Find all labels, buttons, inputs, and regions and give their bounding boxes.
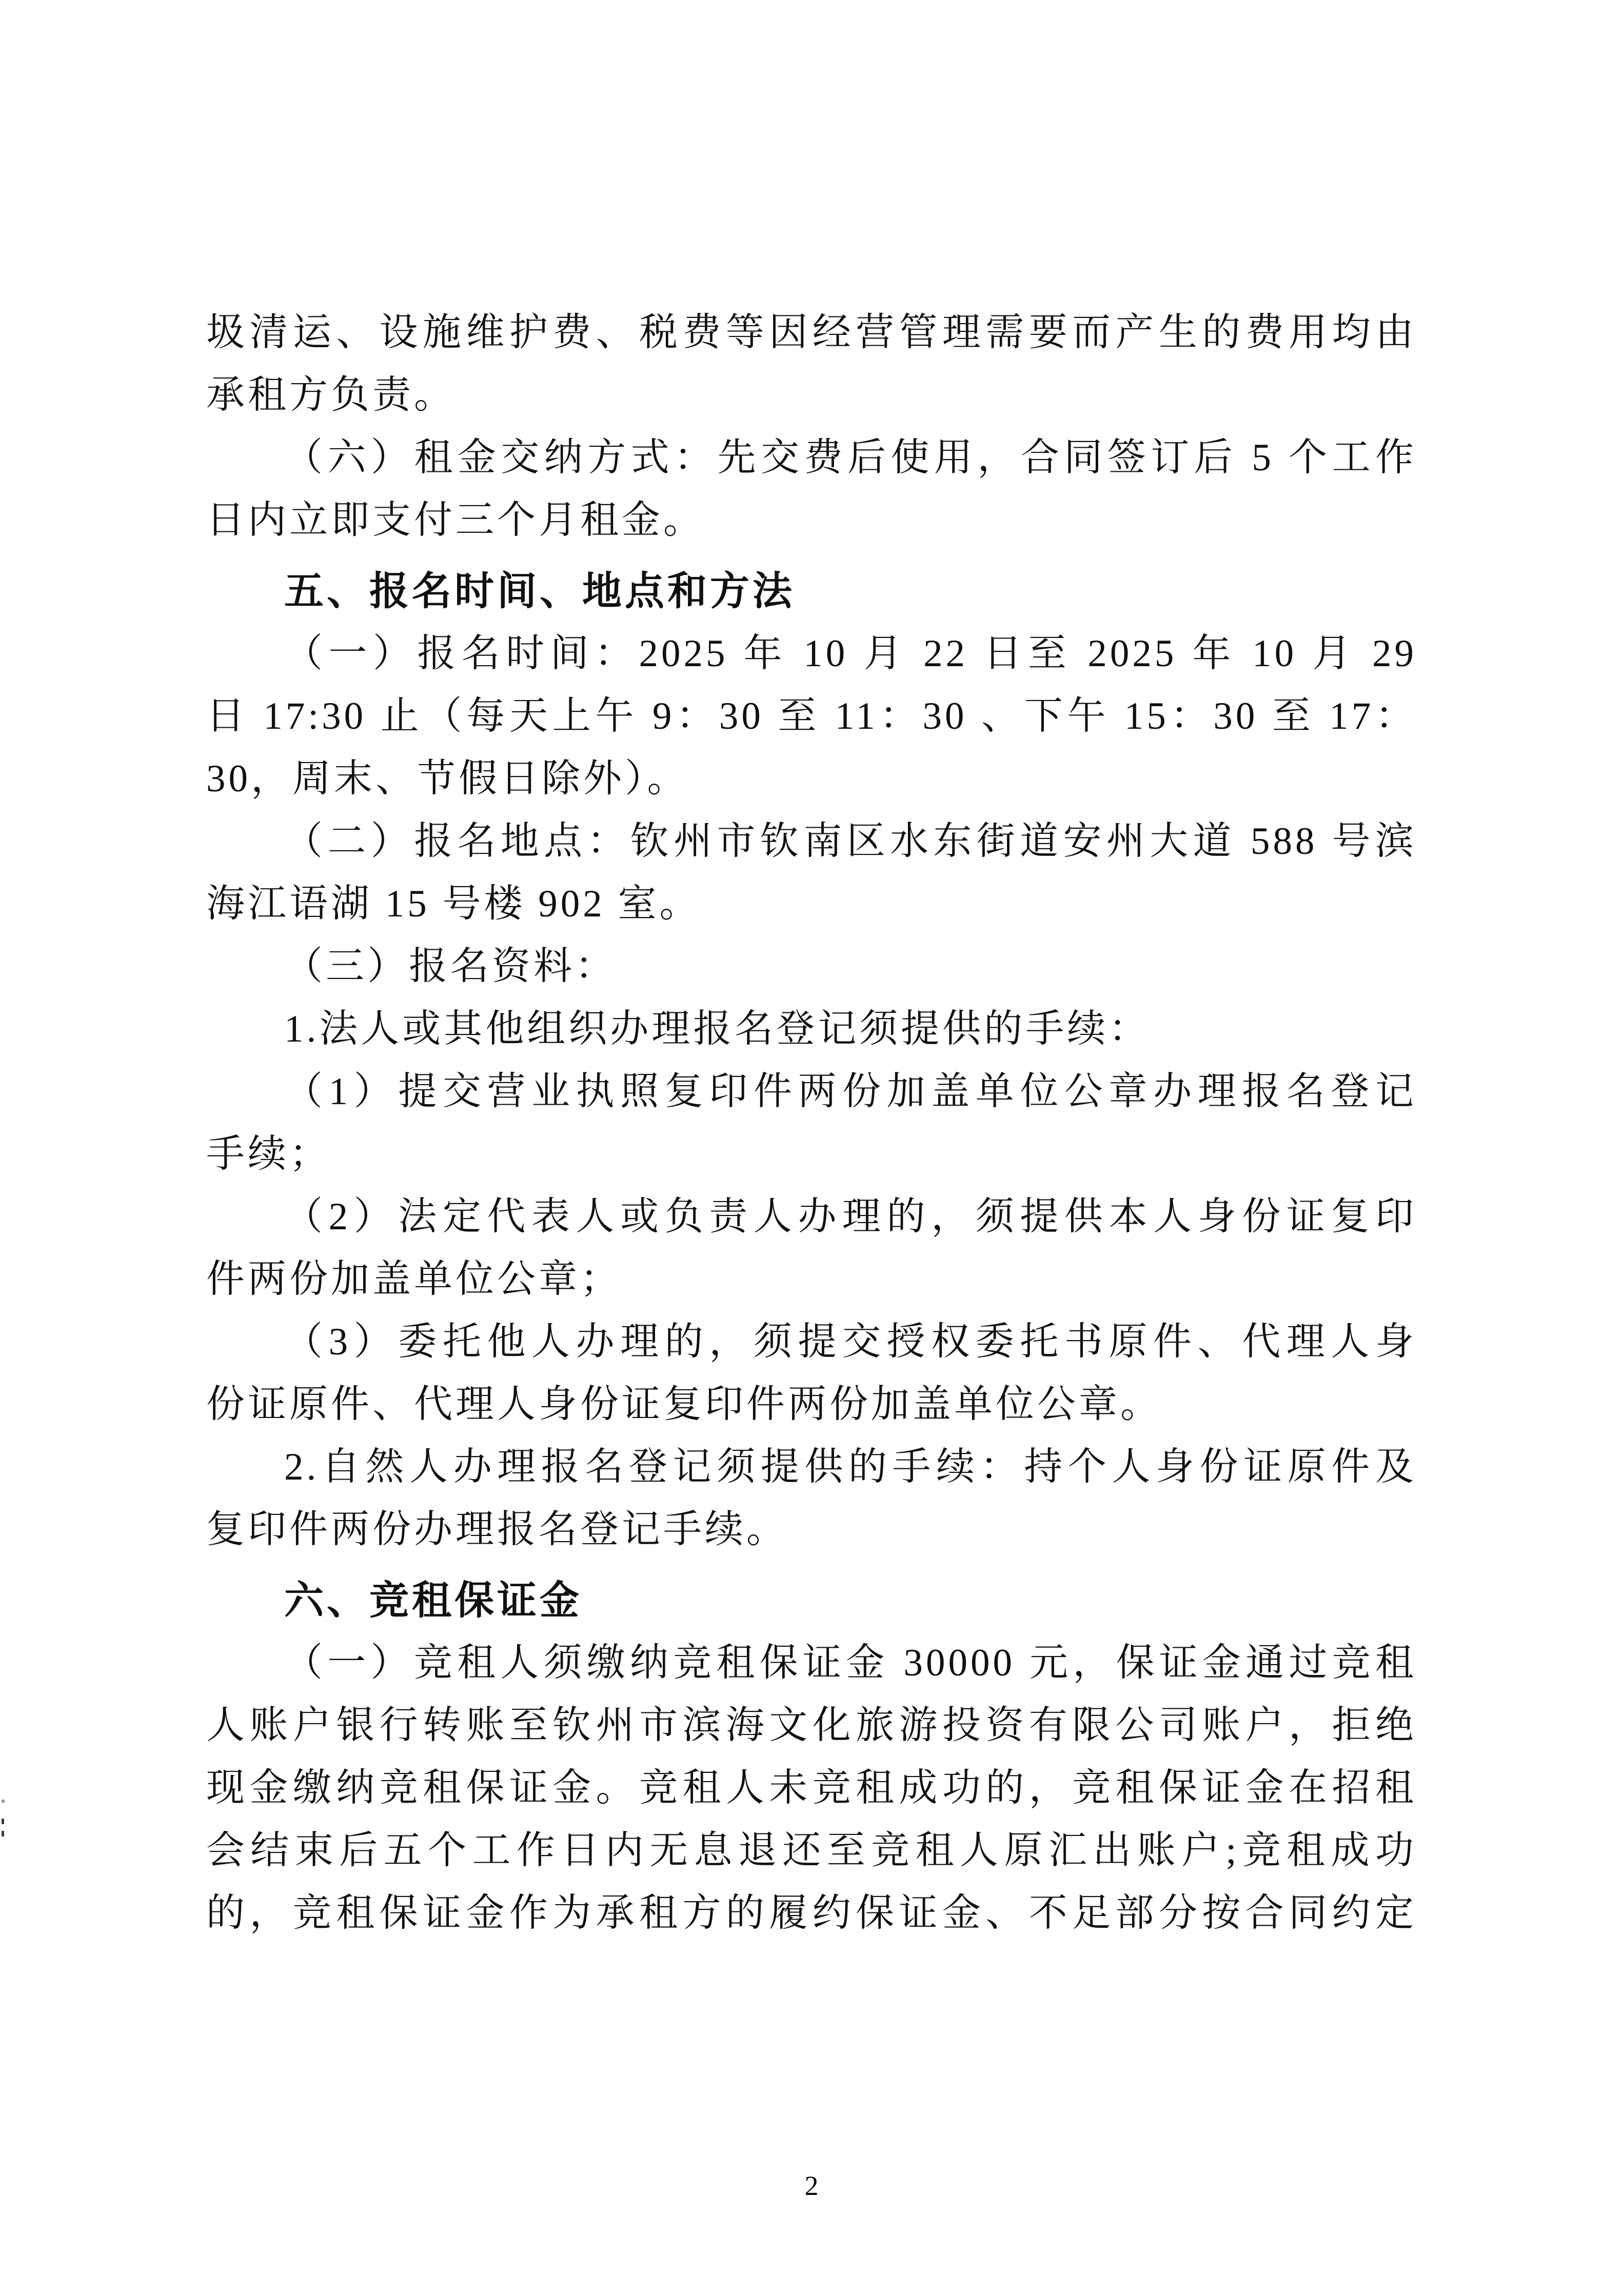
doc-line: （三）报名资料： [284,945,617,988]
doc-line: 现金缴纳竞租保证金。竞租人未竞租成功的，竞租保证金在招租 [206,1767,1417,1809]
doc-line: （3）委托他人办理的，须提交授权委托书原件、代理人身 [284,1321,1417,1363]
doc-line: 手续； [206,1133,331,1175]
doc-line: 圾清运、设施维护费、税费等因经营管理需要而产生的费用均由 [206,311,1417,354]
heading-line: 六、竞租保证金 [284,1579,582,1623]
doc-line: 人账户银行转账至钦州市滨海文化旅游投资有限公司账户，拒绝 [206,1704,1417,1747]
scan-speck [2,1831,4,1836]
doc-line: （一）报名时间：2025 年 10 月 22 日至 2025 年 10 月 29 [284,632,1417,675]
page-number: 2 [804,2170,819,2201]
doc-line: 30，周末、节假日除外）。 [206,757,689,800]
doc-line: 日内立即支付三个月租金。 [206,499,705,542]
doc-line: 的，竞租保证金作为承租方的履约保证金、不足部分按合同约定 [206,1892,1417,1934]
doc-line: 日 17:30 止（每天上午 9：30 至 11：30 、下午 15：30 至 17： [206,695,1417,737]
doc-line: （1）提交营业执照复印件两份加盖单位公章办理报名登记 [284,1070,1417,1113]
doc-line: （二）报名地点：钦州市钦南区水东街道安州大道 588 号滨 [284,820,1417,863]
doc-line: 复印件两份办理报名登记手续。 [206,1508,788,1551]
doc-line: 份证原件、代理人身份证复印件两份加盖单位公章。 [206,1383,1162,1426]
scan-speck [2,1800,5,1803]
doc-line: （六）租金交纳方式：先交费后使用，合同签订后 5 个工作 [284,436,1417,479]
scan-speck [2,1819,4,1824]
doc-line: （2）法定代表人或负责人办理的，须提供本人身份证复印 [284,1195,1417,1238]
doc-line: 2.自然人办理报名登记须提供的手续：持个人身份证原件及 [284,1446,1417,1488]
document-text-block [206,302,1417,1945]
doc-line: 承租方负责。 [206,374,456,416]
doc-line: 会结束后五个工作日内无息退还至竞租人原汇出账户;竞租成功 [206,1829,1417,1872]
heading-line: 五、报名时间、地点和方法 [284,569,795,613]
doc-line: （一）竞租人须缴纳竞租保证金 30000 元，保证金通过竞租 [284,1642,1417,1684]
doc-line: 1.法人或其他组织办理报名登记须提供的手续： [284,1008,1151,1050]
doc-line: 海江语湖 15 号楼 902 室。 [206,883,701,925]
doc-line: 件两份加盖单位公章； [206,1258,622,1301]
